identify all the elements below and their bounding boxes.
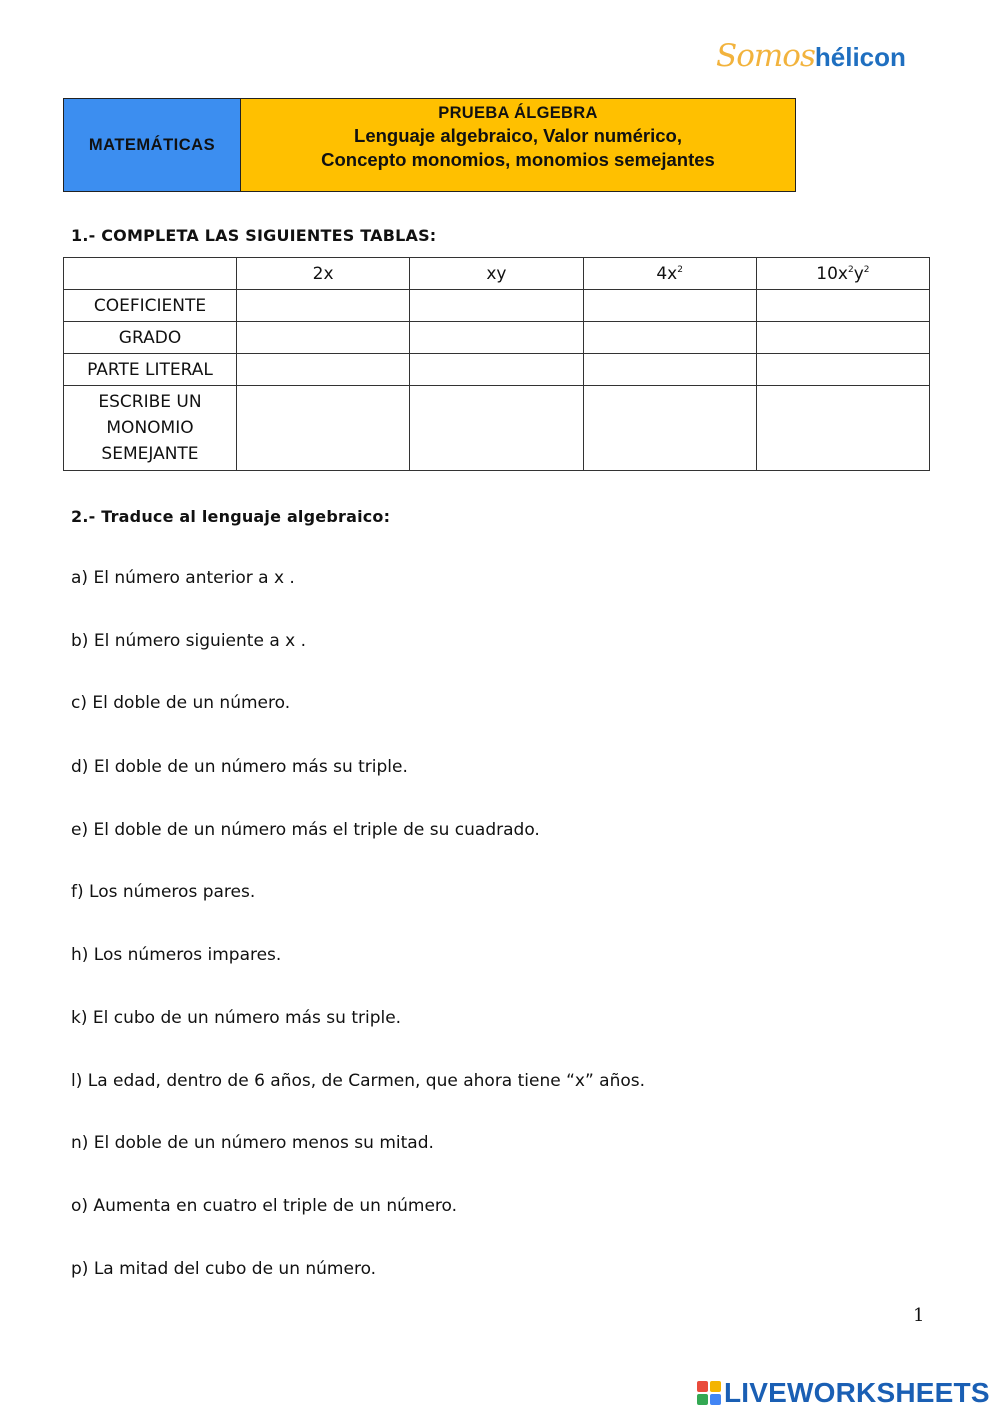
liveworksheets-logo-icon — [697, 1381, 721, 1405]
table-row — [64, 322, 930, 354]
logo-somos: Somos — [716, 38, 815, 74]
column-header: $10x^2y^2$ — [756, 258, 929, 290]
monomials-table — [63, 257, 930, 471]
row-label: ESCRIBE UN MONOMIO SEMEJANTE — [64, 386, 237, 471]
exercise-item: k) El cubo de un número más su triple. — [71, 1008, 402, 1028]
exercise-item: f) Los números pares. — [71, 882, 256, 902]
column-header: $4x^2$ — [583, 258, 756, 290]
logo-helicon: hélicon — [814, 42, 906, 72]
table-row — [64, 290, 930, 322]
answer-cell[interactable] — [410, 354, 583, 386]
answer-cell[interactable] — [410, 322, 583, 354]
exercise-item: c) El doble de un número. — [71, 693, 291, 713]
row-label: GRADO — [64, 322, 237, 354]
header-box — [63, 98, 796, 192]
table-row — [64, 386, 930, 471]
exercise-item: o) Aumenta en cuatro el triple de un número. — [71, 1196, 458, 1216]
title-cell — [241, 99, 795, 191]
exercise-item: l) La edad, dentro de 6 años, de Carmen, que ahora tiene “x” años. — [71, 1071, 646, 1091]
answer-cell[interactable] — [756, 322, 929, 354]
exercise-item: a) El número anterior a x . — [71, 568, 295, 588]
exercise-item: e) El doble de un número más el triple de su cuadrado. — [71, 820, 540, 840]
row-label: PARTE LITERAL — [64, 354, 237, 386]
answer-cell[interactable] — [237, 322, 410, 354]
subject-label: MATEMÁTICAS — [88, 135, 216, 154]
test-topics-line2: Concepto monomios, monomios semejantes — [321, 149, 715, 170]
column-header: 2x — [237, 258, 410, 290]
watermark-text: LIVEWORKSHEETS — [724, 1377, 990, 1408]
answer-cell[interactable] — [583, 290, 756, 322]
section1-title: 1.- COMPLETA LAS SIGUIENTES TABLAS: — [71, 226, 437, 245]
answer-cell[interactable] — [410, 290, 583, 322]
liveworksheets-watermark — [697, 1377, 990, 1409]
page-number: 1 — [913, 1305, 925, 1326]
test-topics-line1: Lenguaje algebraico, Valor numérico, — [354, 125, 682, 146]
exercise-item: d) El doble de un número más su triple. — [71, 757, 408, 777]
section2-title: 2.- Traduce al lenguaje algebraico: — [71, 507, 391, 526]
answer-cell[interactable] — [756, 290, 929, 322]
answer-cell[interactable] — [410, 386, 583, 471]
somos-helicon-logo — [716, 38, 906, 82]
answer-cell[interactable] — [237, 386, 410, 471]
column-header: xy — [410, 258, 583, 290]
answer-cell[interactable] — [583, 386, 756, 471]
exercise-item: h) Los números impares. — [71, 945, 282, 965]
answer-cell[interactable] — [583, 322, 756, 354]
row-label: COEFICIENTE — [64, 290, 237, 322]
answer-cell[interactable] — [756, 354, 929, 386]
exercise-item: b) El número siguiente a x . — [71, 631, 307, 651]
answer-cell[interactable] — [756, 386, 929, 471]
answer-cell[interactable] — [583, 354, 756, 386]
test-title: PRUEBA ÁLGEBRA — [438, 104, 598, 122]
subject-cell — [64, 99, 241, 191]
exercise-item: p) La mitad del cubo de un número. — [71, 1259, 377, 1279]
table-row — [64, 354, 930, 386]
table-header-row — [64, 258, 930, 290]
answer-cell[interactable] — [237, 290, 410, 322]
exercise-item: n) El doble de un número menos su mitad. — [71, 1133, 434, 1153]
answer-cell[interactable] — [237, 354, 410, 386]
table-corner-cell — [64, 258, 237, 290]
